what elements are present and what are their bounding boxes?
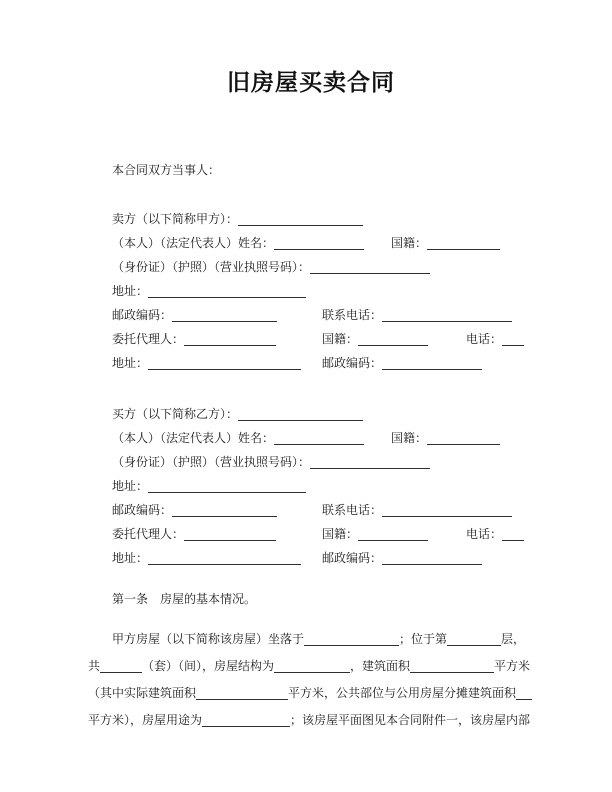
name-label: （本人）（法定代表人）姓名： [112, 236, 275, 250]
paragraph-text: （其中实际建筑面积 [88, 686, 197, 700]
built-area-blank [410, 658, 494, 673]
paragraph-line-1 [88, 626, 534, 653]
buyer-name-row [112, 426, 534, 450]
seller-address-row [112, 279, 534, 303]
article1-paragraph [88, 626, 534, 734]
floor-blank [447, 631, 501, 646]
buyer-id-row [112, 450, 534, 474]
buyer-heading-label: 买方（以下简称乙方）： [112, 407, 239, 421]
actual-area-blank [196, 685, 288, 700]
page-title: 旧房屋买卖合同 [227, 69, 395, 95]
agent-phone-blank [502, 526, 524, 541]
id-number-label: （身份证）（护照）（营业执照号码）： [112, 455, 311, 469]
shared-area-blank [516, 685, 532, 700]
agent-blank [184, 331, 276, 346]
postal-code-label: 邮政编码： [112, 503, 173, 517]
intro-line [112, 158, 534, 182]
unit-count-blank [100, 658, 142, 673]
nationality-blank [427, 235, 500, 250]
seller-postcode-phone-row [112, 303, 534, 327]
paragraph-line-3 [88, 680, 534, 707]
location-blank [304, 631, 399, 646]
postal-code-blank [172, 502, 277, 517]
paragraph-text: 平方米），房屋用途为 [88, 713, 203, 727]
agent-nationality-blank [358, 526, 428, 541]
agent-address-label: 地址： [112, 356, 149, 370]
seller-name-of-party-blank [238, 211, 363, 226]
address-blank [148, 283, 306, 298]
agent-nationality-label: 国籍： [322, 332, 359, 346]
paragraph-text: ；该房屋平面图见本合同附件一，该房屋内部 [290, 713, 531, 727]
contact-phone-blank [382, 502, 512, 517]
id-number-blank [310, 454, 430, 469]
agent-postal-code-label: 邮政编码： [322, 356, 383, 370]
nationality-label: 国籍： [391, 431, 428, 445]
postal-code-label: 邮政编码： [112, 308, 173, 322]
agent-label: 委托代理人： [112, 332, 185, 346]
postal-code-blank [172, 307, 277, 322]
article1-heading-text: 第一条 房屋的基本情况。 [112, 592, 257, 606]
seller-agent-row [112, 327, 534, 351]
agent-phone-blank [502, 331, 524, 346]
contact-phone-label: 联系电话： [322, 308, 383, 322]
id-number-label: （身份证）（护照）（营业执照号码）： [112, 260, 311, 274]
seller-section [112, 207, 534, 375]
paragraph-text: （套）（间），房屋结构为 [142, 659, 275, 673]
buyer-section [112, 402, 534, 570]
id-number-blank [310, 259, 430, 274]
name-label: （本人）（法定代表人）姓名： [112, 431, 275, 445]
agent-nationality-label: 国籍： [322, 527, 359, 541]
agent-label: 委托代理人： [112, 527, 185, 541]
contact-phone-label: 联系电话： [322, 503, 383, 517]
structure-blank [274, 658, 350, 673]
paragraph-text: 平方米 [494, 659, 531, 673]
buyer-agent-row [112, 522, 534, 546]
seller-heading-label: 卖方（以下简称甲方）： [112, 212, 239, 226]
buyer-name-of-party-blank [238, 406, 363, 421]
name-blank [274, 430, 364, 445]
seller-id-row [112, 255, 534, 279]
paragraph-text: 平方米，公共部位与公用房屋分摊建筑面积 [288, 686, 517, 700]
buyer-postcode-phone-row [112, 498, 534, 522]
buyer-address-row [112, 474, 534, 498]
address-label: 地址： [112, 479, 149, 493]
agent-address-blank [148, 355, 301, 370]
agent-nationality-blank [358, 331, 428, 346]
agent-blank [184, 526, 276, 541]
paragraph-text: 层， [501, 632, 526, 646]
seller-agent-address-row [112, 351, 534, 375]
paragraph-line-4 [88, 707, 534, 734]
agent-address-blank [148, 550, 301, 565]
agent-phone-label: 电话： [466, 527, 503, 541]
address-label: 地址： [112, 284, 149, 298]
buyer-agent-address-row [112, 546, 534, 570]
usage-blank [202, 712, 290, 727]
name-blank [274, 235, 364, 250]
agent-address-label: 地址： [112, 551, 149, 565]
paragraph-text: ，建筑面积 [350, 659, 411, 673]
agent-postal-code-blank [382, 550, 482, 565]
agent-phone-label: 电话： [466, 332, 503, 346]
address-blank [148, 478, 306, 493]
seller-name-row [112, 231, 534, 255]
seller-heading-row [112, 207, 534, 231]
buyer-heading-row [112, 402, 534, 426]
nationality-label: 国籍： [391, 236, 428, 250]
article1-heading [112, 587, 534, 611]
paragraph-line-2 [88, 653, 534, 680]
nationality-blank [427, 430, 500, 445]
agent-postal-code-label: 邮政编码： [322, 551, 383, 565]
agent-postal-code-blank [382, 355, 482, 370]
paragraph-text: 共 [88, 659, 101, 673]
paragraph-text: 甲方房屋（以下简称该房屋）坐落于 [112, 632, 305, 646]
paragraph-text: ；位于第 [399, 632, 448, 646]
contact-phone-blank [382, 307, 512, 322]
intro-text: 本合同双方当事人： [112, 163, 221, 177]
